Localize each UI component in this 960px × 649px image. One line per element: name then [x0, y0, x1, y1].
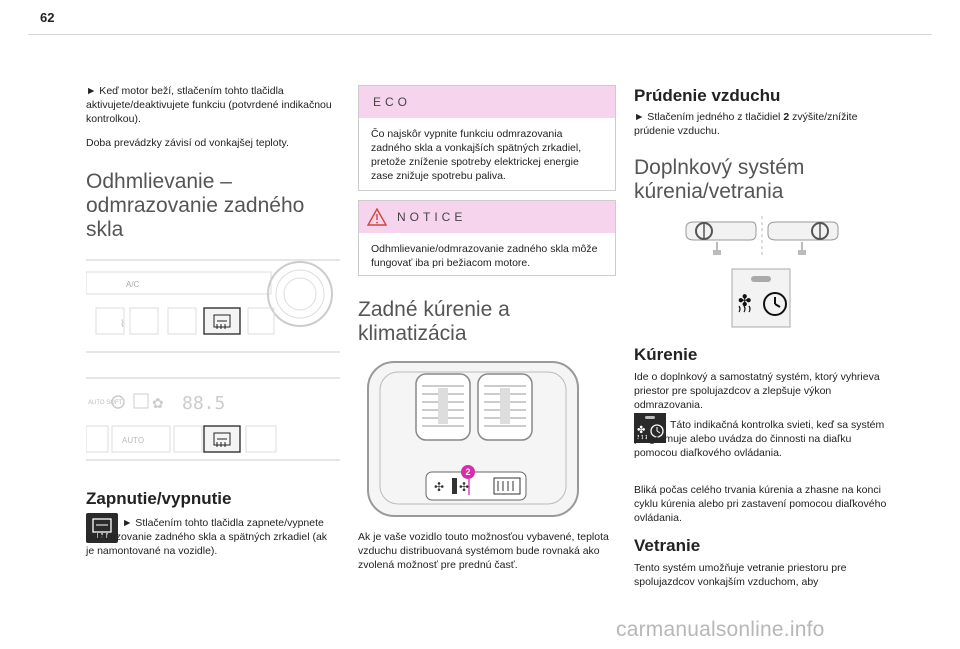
- on-off-text: ► Stlačením tohto tlačidla zapnete/vypnete odmrazovanie zadného skla a spätných zrkadiel (ak je namontované na vozidle).: [86, 517, 328, 557]
- auxiliary-heating-section-title: [634, 156, 890, 204]
- airflow-text: [634, 110, 890, 138]
- fan-icon: ✤: [738, 293, 752, 310]
- callout-leader-line: [466, 479, 472, 495]
- watermark: carmanualsonline.info: [616, 618, 825, 641]
- control-panel-illustration-2: [86, 376, 340, 468]
- rear-vent-illustration: [366, 360, 580, 518]
- ventilation-title: Vetranie: [634, 536, 701, 555]
- section-title-line: Zadné kúrenie a: [358, 298, 510, 321]
- airflow-text-start: ► Stlačením jedného z tlačidiel: [634, 111, 784, 123]
- auto-soft-label: AUTO SOFT: [88, 400, 123, 406]
- temperature-display: 88.5: [182, 393, 226, 414]
- heating-indicator-text: Táto indikačná kontrolka svieti, keď sa systém programuje alebo uvádza do činnosti na diaľku pomocou diaľkového ovládania.: [634, 419, 885, 459]
- section-title-line: Odhmlievanie –: [86, 170, 232, 193]
- heating-title: Kúrenie: [634, 345, 698, 364]
- callout-2-badge: [461, 465, 475, 479]
- rear-heating-section-title: [358, 298, 616, 346]
- ventilation-text: Tento systém umožňuje vetranie priestoru pre spolujazdcov vonkajším vzduchom, aby: [634, 562, 847, 588]
- section-title-line: Doplnkový systém: [634, 156, 805, 179]
- airflow-text-end: zvýšite/znížite prúdenie vzduchu.: [634, 111, 858, 137]
- section-title-line: klimatizácia: [358, 322, 467, 345]
- svg-text:⌇: ⌇: [120, 319, 125, 330]
- svg-text:✿: ✿: [152, 395, 164, 411]
- on-off-title: Zapnutie/vypnutie: [86, 489, 232, 508]
- notice-header-label: NOTICE: [397, 210, 467, 224]
- notice-text: Odhmlievanie/odmrazovanie zadného skla môže fungovať iba pri bežiacom motore.: [371, 243, 598, 269]
- airflow-button-number: 2: [783, 111, 790, 123]
- notice-header: [359, 201, 615, 233]
- page-number: 62: [40, 10, 55, 25]
- section-title-line: skla: [86, 218, 124, 241]
- svg-text:✣: ✣: [434, 480, 445, 494]
- heating-indicator-panel: [731, 268, 791, 328]
- section-title-line: odmrazovanie zadného: [86, 194, 305, 217]
- svg-text:✤: ✤: [637, 425, 646, 436]
- airflow-title: Prúdenie vzduchu: [634, 86, 781, 105]
- svg-text:✣: ✣: [459, 480, 470, 494]
- heating-text: Ide o doplnkový a samostatný systém, ktorý vyhrieva priestor pre spolujazdcov a zlepšuje výkon odmrazovania.: [634, 371, 880, 411]
- eco-text: Čo najskôr vypnite funkciu odmrazovania zadného skla a vonkajších spätných zrkadiel, pretože zníženie spotreby elektrickej energie zase znižuje spotrebu paliva.: [371, 128, 582, 182]
- duration-text: Doba prevádzky závisí od vonkajšej teploty.: [86, 137, 289, 149]
- notice-box: [358, 200, 616, 276]
- eco-box: [358, 85, 616, 191]
- control-panel-illustration-1: [86, 250, 340, 360]
- eco-header: ECO: [359, 86, 615, 118]
- intro-text: ► Keď motor beží, stlačením tohto tlačidla aktivujete/deaktivujete funkciu (potvrdené indikačnou kontrolkou).: [86, 85, 332, 125]
- section-title-line: kúrenia/vetrania: [634, 180, 784, 203]
- callout-2-label: 2: [465, 467, 471, 477]
- rear-defrost-section-title: [86, 170, 340, 242]
- auto-label: AUTO: [122, 436, 145, 445]
- ac-label: A/C: [126, 280, 140, 289]
- warning-icon: [367, 208, 387, 226]
- header-rule: [28, 34, 932, 35]
- heating-blink-text: Bliká počas celého trvania kúrenia a zhasne na konci cyklu kúrenia alebo pri zastavení pomocou diaľkového ovládania.: [634, 484, 887, 524]
- heated-cabin-illustration: [684, 214, 840, 258]
- rear-heating-text: Ak je vaše vozidlo touto možnosťou vybavené, teplota vzduchu distribuovaná systémom bude rovnaká ako zvolená možnosť pre prednú časť.: [358, 531, 609, 571]
